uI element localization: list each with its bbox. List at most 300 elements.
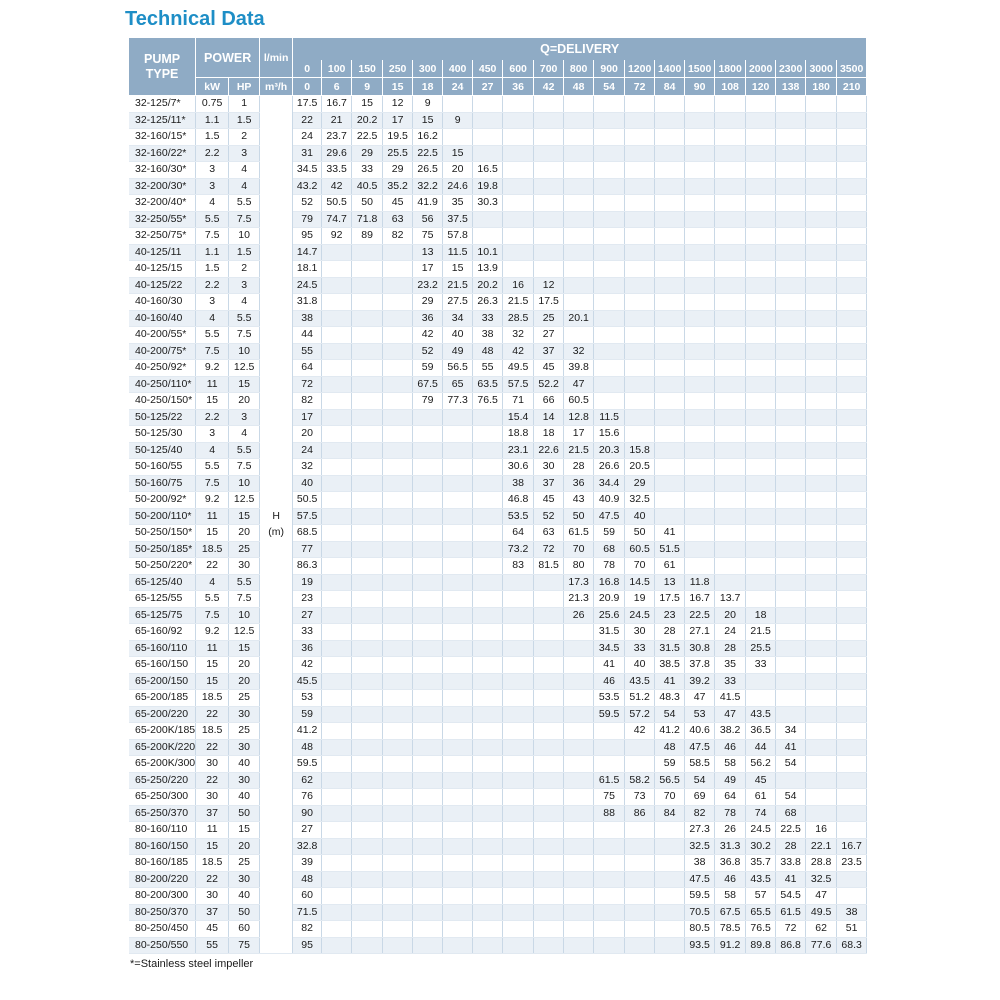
head-value-cell: 71.5 — [293, 904, 322, 921]
table-row — [129, 591, 867, 608]
head-value-cell: 22.5 — [352, 129, 383, 146]
head-value-cell — [594, 871, 625, 888]
head-value-cell — [837, 310, 867, 327]
head-value-cell — [322, 343, 352, 360]
head-value-cell — [594, 112, 625, 129]
head-value-cell — [715, 195, 746, 212]
head-value-cell: 41 — [776, 739, 806, 756]
kw-header: kW — [196, 78, 229, 96]
hp-cell: 4 — [229, 178, 260, 195]
head-value-cell — [685, 442, 715, 459]
head-value-cell: 47.5 — [685, 871, 715, 888]
head-value-cell — [473, 607, 503, 624]
head-value-cell: 42 — [503, 343, 534, 360]
head-value-cell — [594, 96, 625, 113]
head-value-cell — [473, 558, 503, 575]
head-value-cell — [473, 228, 503, 245]
kw-cell: 22 — [196, 706, 229, 723]
head-value-cell: 28 — [715, 640, 746, 657]
head-value-cell — [322, 855, 352, 872]
head-value-cell — [534, 871, 564, 888]
head-value-cell: 49 — [443, 343, 473, 360]
head-value-cell: 20 — [443, 162, 473, 179]
head-value-cell — [625, 327, 655, 344]
head-value-cell: 45 — [746, 772, 776, 789]
hp-cell: 10 — [229, 475, 260, 492]
head-value-cell — [503, 624, 534, 641]
head-value-cell — [322, 772, 352, 789]
head-value-cell — [776, 162, 806, 179]
hp-cell: 20 — [229, 838, 260, 855]
head-value-cell — [413, 706, 443, 723]
hp-cell: 5.5 — [229, 442, 260, 459]
head-value-cell — [503, 723, 534, 740]
head-value-cell — [806, 739, 837, 756]
head-value-cell — [352, 343, 383, 360]
head-value-cell: 54.5 — [776, 888, 806, 905]
head-value-cell — [625, 145, 655, 162]
head-value-cell — [443, 129, 473, 146]
hp-cell: 75 — [229, 937, 260, 954]
head-value-cell — [352, 657, 383, 674]
head-value-cell — [352, 426, 383, 443]
head-value-cell — [473, 805, 503, 822]
head-value-cell — [383, 277, 413, 294]
head-value-cell — [322, 376, 352, 393]
head-value-cell — [352, 459, 383, 476]
head-value-cell — [534, 723, 564, 740]
head-value-cell — [322, 261, 352, 278]
m3h-value: 210 — [837, 78, 867, 96]
head-value-cell — [837, 426, 867, 443]
head-value-cell: 41.2 — [293, 723, 322, 740]
head-value-cell: 61 — [746, 789, 776, 806]
head-value-cell — [776, 294, 806, 311]
head-value-cell: 12 — [383, 96, 413, 113]
lmin-value: 1500 — [685, 60, 715, 78]
head-value-cell — [383, 921, 413, 938]
head-value-cell: 51.5 — [655, 541, 685, 558]
hp-cell: 40 — [229, 888, 260, 905]
head-value-cell — [594, 822, 625, 839]
head-value-cell — [655, 228, 685, 245]
head-value-cell — [443, 475, 473, 492]
head-value-cell: 26 — [715, 822, 746, 839]
head-value-cell — [352, 442, 383, 459]
head-value-cell — [503, 574, 534, 591]
head-value-cell — [383, 657, 413, 674]
kw-cell: 9.2 — [196, 360, 229, 377]
pump-type-cell: 40-160/40 — [129, 310, 196, 327]
head-value-cell: 39.8 — [564, 360, 594, 377]
head-value-cell — [564, 129, 594, 146]
head-value-cell — [534, 261, 564, 278]
head-value-cell — [503, 129, 534, 146]
head-value-cell: 15.4 — [503, 409, 534, 426]
head-value-cell — [776, 178, 806, 195]
head-value-cell — [383, 475, 413, 492]
kw-cell: 1.5 — [196, 261, 229, 278]
head-value-cell: 21.5 — [503, 294, 534, 311]
head-value-cell — [443, 409, 473, 426]
m3h-value: 72 — [625, 78, 655, 96]
kw-cell: 37 — [196, 805, 229, 822]
pump-type-cell: 50-250/185* — [129, 541, 196, 558]
head-value-cell: 23 — [293, 591, 322, 608]
head-value-cell — [837, 525, 867, 542]
lmin-header: l/min — [260, 38, 293, 78]
head-value-cell — [503, 673, 534, 690]
head-value-cell — [503, 244, 534, 261]
head-value-cell — [352, 822, 383, 839]
head-value-cell — [806, 706, 837, 723]
head-value-cell — [473, 459, 503, 476]
table-row — [129, 789, 867, 806]
head-value-cell — [352, 607, 383, 624]
head-value-cell — [383, 376, 413, 393]
m3h-value: 54 — [594, 78, 625, 96]
head-value-cell: 23.1 — [503, 442, 534, 459]
head-value-cell — [383, 360, 413, 377]
head-value-cell — [534, 145, 564, 162]
head-value-cell — [534, 178, 564, 195]
head-value-cell — [503, 195, 534, 212]
head-value-cell — [383, 904, 413, 921]
head-value-cell — [806, 178, 837, 195]
head-value-cell — [594, 310, 625, 327]
kw-cell: 7.5 — [196, 343, 229, 360]
head-value-cell — [473, 789, 503, 806]
head-value-cell — [443, 690, 473, 707]
pump-type-cell: 65-200K/300 — [129, 756, 196, 773]
head-value-cell: 82 — [293, 921, 322, 938]
head-value-cell: 38 — [473, 327, 503, 344]
head-value-cell — [625, 409, 655, 426]
m3h-value: 180 — [806, 78, 837, 96]
head-value-cell — [806, 459, 837, 476]
head-value-cell: 78 — [715, 805, 746, 822]
head-value-cell — [715, 508, 746, 525]
head-value-cell: 40.9 — [594, 492, 625, 509]
head-value-cell — [413, 492, 443, 509]
head-value-cell — [322, 409, 352, 426]
head-value-cell: 13 — [413, 244, 443, 261]
head-value-cell: 64 — [503, 525, 534, 542]
pump-type-cell: 65-200K/220 — [129, 739, 196, 756]
head-value-cell — [383, 673, 413, 690]
head-value-cell — [837, 706, 867, 723]
head-value-cell — [322, 442, 352, 459]
head-value-cell: 70 — [564, 541, 594, 558]
head-value-cell: 24.5 — [293, 277, 322, 294]
head-value-cell — [443, 838, 473, 855]
head-value-cell: 16.7 — [837, 838, 867, 855]
head-value-cell: 20 — [715, 607, 746, 624]
head-value-cell: 20.1 — [564, 310, 594, 327]
head-value-cell: 70 — [625, 558, 655, 575]
pump-type-cell: 40-125/15 — [129, 261, 196, 278]
table-row — [129, 838, 867, 855]
head-value-cell: 14.7 — [293, 244, 322, 261]
head-value-cell: 43.5 — [746, 871, 776, 888]
head-value-cell: 68 — [776, 805, 806, 822]
head-value-cell: 54 — [655, 706, 685, 723]
head-value-cell — [715, 558, 746, 575]
hp-cell: 1.5 — [229, 112, 260, 129]
table-row — [129, 805, 867, 822]
head-value-cell: 92 — [322, 228, 352, 245]
head-value-cell — [473, 739, 503, 756]
pump-type-cell: 65-200/185 — [129, 690, 196, 707]
head-value-cell: 28.8 — [806, 855, 837, 872]
head-value-cell — [594, 343, 625, 360]
head-value-cell — [503, 739, 534, 756]
head-value-cell — [564, 145, 594, 162]
head-value-cell: 31.3 — [715, 838, 746, 855]
head-value-cell — [837, 888, 867, 905]
pump-type-header-text: PUMP TYPE — [144, 51, 181, 81]
table-row — [129, 822, 867, 839]
head-value-cell: 22.5 — [776, 822, 806, 839]
head-value-cell — [473, 426, 503, 443]
head-value-cell — [746, 145, 776, 162]
pump-type-cell: 65-250/370 — [129, 805, 196, 822]
head-value-cell — [503, 607, 534, 624]
head-value-cell — [383, 772, 413, 789]
head-value-cell — [685, 360, 715, 377]
head-value-cell — [383, 624, 413, 641]
hp-cell: 25 — [229, 855, 260, 872]
head-value-cell: 23.7 — [322, 129, 352, 146]
kw-cell: 11 — [196, 822, 229, 839]
kw-cell: 3 — [196, 162, 229, 179]
head-value-cell — [383, 558, 413, 575]
head-value-cell — [685, 508, 715, 525]
head-value-cell — [383, 442, 413, 459]
lmin-value: 250 — [383, 60, 413, 78]
head-value-cell — [806, 789, 837, 806]
kw-cell: 9.2 — [196, 492, 229, 509]
head-value-cell: 72 — [534, 541, 564, 558]
head-value-cell — [685, 310, 715, 327]
head-value-cell: 48.3 — [655, 690, 685, 707]
head-value-cell — [564, 838, 594, 855]
head-value-cell — [473, 921, 503, 938]
head-value-cell: 69 — [685, 789, 715, 806]
head-value-cell: 35.7 — [746, 855, 776, 872]
head-value-cell — [746, 442, 776, 459]
head-value-cell: 27 — [293, 607, 322, 624]
head-value-cell — [655, 838, 685, 855]
head-value-cell — [322, 591, 352, 608]
head-value-cell: 42 — [413, 327, 443, 344]
head-value-cell — [564, 855, 594, 872]
lmin-value: 800 — [564, 60, 594, 78]
head-value-cell — [534, 888, 564, 905]
head-value-cell — [837, 244, 867, 261]
head-value-cell: 61 — [655, 558, 685, 575]
head-value-cell — [837, 690, 867, 707]
head-value-cell — [383, 690, 413, 707]
head-value-cell — [594, 211, 625, 228]
kw-cell: 15 — [196, 525, 229, 542]
head-value-cell: 38 — [837, 904, 867, 921]
head-value-cell — [625, 244, 655, 261]
head-value-cell — [837, 739, 867, 756]
head-value-cell — [473, 541, 503, 558]
head-value-cell — [352, 789, 383, 806]
head-value-cell — [564, 112, 594, 129]
head-value-cell — [564, 822, 594, 839]
head-value-cell — [746, 508, 776, 525]
head-value-cell — [806, 409, 837, 426]
head-value-cell — [625, 937, 655, 954]
head-value-cell — [473, 96, 503, 113]
head-value-cell — [413, 591, 443, 608]
kw-cell: 4 — [196, 310, 229, 327]
head-value-cell — [806, 558, 837, 575]
head-value-cell — [383, 805, 413, 822]
m3h-value: 9 — [352, 78, 383, 96]
head-value-cell — [655, 162, 685, 179]
head-value-cell — [564, 96, 594, 113]
head-value-cell: 53 — [685, 706, 715, 723]
head-value-cell: 16.7 — [685, 591, 715, 608]
head-value-cell: 90 — [293, 805, 322, 822]
hp-cell: 7.5 — [229, 459, 260, 476]
head-value-cell: 73 — [625, 789, 655, 806]
table-row — [129, 327, 867, 344]
head-value-cell — [776, 376, 806, 393]
head-value-cell — [746, 541, 776, 558]
head-value-cell: 66 — [534, 393, 564, 410]
head-value-cell — [776, 574, 806, 591]
head-value-cell — [413, 409, 443, 426]
head-value-cell — [352, 261, 383, 278]
head-value-cell: 40 — [443, 327, 473, 344]
head-value-cell: 86.8 — [776, 937, 806, 954]
head-value-cell — [594, 129, 625, 146]
head-value-cell: 76.5 — [746, 921, 776, 938]
pump-type-cell: 50-250/150* — [129, 525, 196, 542]
head-value-cell — [443, 739, 473, 756]
kw-cell: 3 — [196, 426, 229, 443]
head-value-cell: 48 — [293, 871, 322, 888]
head-value-cell: 48 — [473, 343, 503, 360]
head-value-cell — [413, 426, 443, 443]
head-value-cell: 15 — [443, 145, 473, 162]
head-value-cell: 57.8 — [443, 228, 473, 245]
head-value-cell: 32 — [293, 459, 322, 476]
head-value-cell — [352, 574, 383, 591]
head-value-cell — [746, 244, 776, 261]
head-value-cell: 95 — [293, 937, 322, 954]
power-header: POWER — [196, 38, 260, 78]
hp-cell: 4 — [229, 426, 260, 443]
head-value-cell — [352, 360, 383, 377]
head-value-cell — [564, 805, 594, 822]
head-value-cell — [594, 261, 625, 278]
head-value-cell: 40.6 — [685, 723, 715, 740]
head-value-cell — [837, 327, 867, 344]
hp-cell: 20 — [229, 393, 260, 410]
head-value-cell — [776, 343, 806, 360]
head-value-cell — [503, 772, 534, 789]
m3h-value: 42 — [534, 78, 564, 96]
head-value-cell: 15.8 — [625, 442, 655, 459]
head-value-cell — [837, 261, 867, 278]
head-value-cell: 41.5 — [715, 690, 746, 707]
head-value-cell — [746, 195, 776, 212]
kw-cell: 4 — [196, 442, 229, 459]
head-value-cell: 27.3 — [685, 822, 715, 839]
head-value-cell — [685, 261, 715, 278]
head-value-cell — [746, 426, 776, 443]
head-value-cell: 11.5 — [594, 409, 625, 426]
head-value-cell — [806, 376, 837, 393]
head-value-cell — [776, 706, 806, 723]
head-value-cell: 63 — [383, 211, 413, 228]
head-value-cell — [685, 459, 715, 476]
head-value-cell — [534, 822, 564, 839]
head-value-cell: 31.8 — [293, 294, 322, 311]
head-value-cell: 71.8 — [352, 211, 383, 228]
head-value-cell — [564, 871, 594, 888]
head-value-cell — [655, 921, 685, 938]
head-value-cell: 72 — [776, 921, 806, 938]
head-value-cell — [594, 393, 625, 410]
head-value-cell — [413, 657, 443, 674]
head-value-cell: 27.1 — [685, 624, 715, 641]
head-value-cell — [746, 277, 776, 294]
technical-data-table — [129, 38, 867, 954]
head-value-cell: 24.5 — [625, 607, 655, 624]
head-value-cell — [655, 244, 685, 261]
head-value-cell: 33 — [293, 624, 322, 641]
head-value-cell — [383, 294, 413, 311]
head-value-cell — [534, 739, 564, 756]
head-value-cell — [443, 822, 473, 839]
delivery-header: Q=DELIVERY — [293, 38, 867, 60]
head-value-cell — [655, 888, 685, 905]
head-value-cell: 22 — [293, 112, 322, 129]
head-value-cell: 34.5 — [594, 640, 625, 657]
head-value-cell — [837, 360, 867, 377]
head-value-cell — [352, 690, 383, 707]
table-row — [129, 244, 867, 261]
head-value-cell — [534, 805, 564, 822]
table-row — [129, 96, 867, 113]
head-value-cell: 79 — [293, 211, 322, 228]
head-value-cell: 13.7 — [715, 591, 746, 608]
head-value-cell: 22.5 — [413, 145, 443, 162]
head-value-cell: 29 — [625, 475, 655, 492]
head-value-cell — [685, 343, 715, 360]
head-value-cell — [503, 937, 534, 954]
table-row — [129, 426, 867, 443]
table-row — [129, 690, 867, 707]
head-value-cell: 15 — [413, 112, 443, 129]
head-value-cell — [715, 574, 746, 591]
head-value-cell — [625, 871, 655, 888]
head-value-cell — [594, 277, 625, 294]
head-value-cell — [685, 376, 715, 393]
pump-type-cell: 80-160/185 — [129, 855, 196, 872]
head-value-cell: 38 — [293, 310, 322, 327]
head-value-cell: 41.9 — [413, 195, 443, 212]
head-value-cell — [503, 921, 534, 938]
head-value-cell — [776, 624, 806, 641]
